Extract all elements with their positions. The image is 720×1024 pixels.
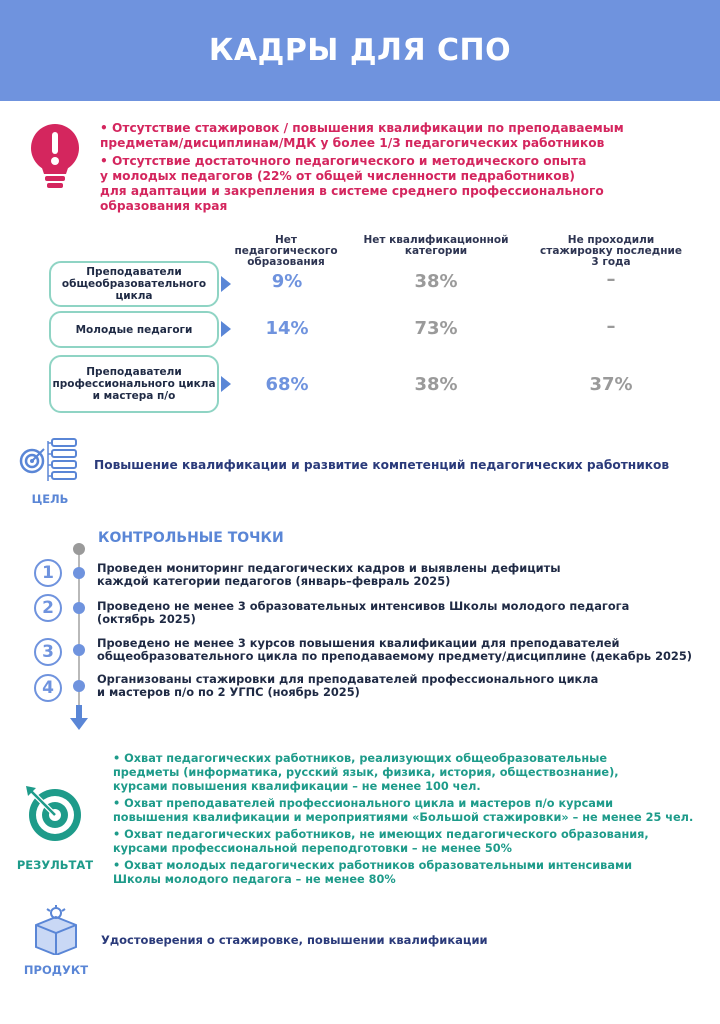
cell-value: 37% (589, 374, 633, 395)
row-arrow (221, 376, 231, 392)
timeline-arrow (76, 705, 82, 719)
result-item: • Охват преподавателей профессионального цикла и мастеров п/о курсами повышения квалификации и мероприятиями «Большой стажировки» – не менее 25 чел. (113, 797, 694, 824)
result-item: • Охват молодых педагогических работников образовательными интенсивами Школы молодого педагога – не менее 80% (113, 859, 633, 886)
cell-value: – (606, 269, 616, 290)
warning-item: • Отсутствие стажировок / повышения квалификации по преподаваемым предметам/дисциплинам/МДК у более 1/3 педагогических работников (100, 121, 624, 150)
control-point-number: 3 (34, 638, 62, 666)
row-arrow (221, 321, 231, 337)
warning-item: • Отсутствие достаточного педагогического и методического опыта у молодых педагогов (22% от общей численности педработников) для адаптации и закрепления в системе среднего профессионального образования края (100, 154, 604, 213)
cell-value: 38% (414, 374, 458, 395)
row-label-young-teachers: Молодые педагоги (49, 311, 219, 348)
lightbulb-exclamation-icon (28, 122, 82, 194)
result-list (113, 752, 708, 890)
cell-value: 73% (414, 318, 458, 339)
goal-label: ЦЕЛЬ (31, 492, 69, 506)
timeline-start-dot (73, 543, 85, 555)
control-point-text: Проведен мониторинг педагогических кадров и выявлены дефициты каждой категории педагогов (январь–февраль 2025) (97, 561, 561, 588)
page-title: КАДРЫ ДЛЯ СПО (208, 33, 512, 68)
control-point-text: Проведено не менее 3 образовательных интенсивов Школы молодого педагога (октябрь 2025) (97, 599, 630, 626)
timeline-dot (73, 644, 85, 656)
result-item: • Охват педагогических работников, реализующих общеобразовательные предметы (информатика, русский язык, физика, история, обществознание), курсами повышения квалификации – не менее 100 чел. (113, 752, 619, 793)
product-label: ПРОДУКТ (23, 963, 89, 977)
header-bar (0, 0, 720, 101)
row-label-professional-teachers: Преподаватели профессионального цикла и мастера п/о (49, 355, 219, 413)
timeline-dot (73, 680, 85, 692)
control-points-title: КОНТРОЛЬНЫЕ ТОЧКИ (98, 530, 284, 546)
control-point-number: 1 (34, 559, 62, 587)
column-header-no-internship: Не проходили стажировку последние 3 года (540, 234, 682, 268)
result-item: • Охват педагогических работников, не имеющих педагогического образования, курсами профессиональной переподготовки – не менее 50% (113, 828, 649, 855)
cell-value: 38% (414, 271, 458, 292)
control-point-text: Проведено не менее 3 курсов повышения квалификации для преподавателей общеобразовательного цикла по преподаваемому предмету/дисциплине (декабрь 2025) (97, 636, 692, 663)
column-header-no-category: Нет квалификационной категории (363, 234, 509, 257)
goal-text: Повышение квалификации и развитие компетенций педагогических работников (94, 458, 670, 472)
warning-list (100, 121, 700, 217)
row-arrow (221, 276, 231, 292)
arrow-down-icon (70, 718, 88, 730)
timeline-dot (73, 602, 85, 614)
column-header-no-ped-education: Нет педагогического образования (234, 234, 338, 268)
target-list-icon (18, 437, 82, 485)
control-point-number: 4 (34, 674, 62, 702)
row-label-general-teachers: Преподаватели общеобразовательного цикла (49, 261, 219, 307)
cell-value: 14% (265, 318, 309, 339)
control-point-number: 2 (34, 594, 62, 622)
cell-value: 9% (271, 271, 303, 292)
timeline-dot (73, 567, 85, 579)
control-point-text: Организованы стажировки для преподавателей профессионального цикла и мастеров п/о по 2 УГПС (ноябрь 2025) (97, 672, 599, 699)
cell-value: – (606, 316, 616, 337)
cell-value: 68% (265, 374, 309, 395)
box-icon (32, 905, 80, 955)
target-arrow-icon (22, 782, 84, 844)
result-label: РЕЗУЛЬТАТ (16, 858, 94, 872)
product-text: Удостоверения о стажировке, повышении квалификации (101, 933, 488, 947)
